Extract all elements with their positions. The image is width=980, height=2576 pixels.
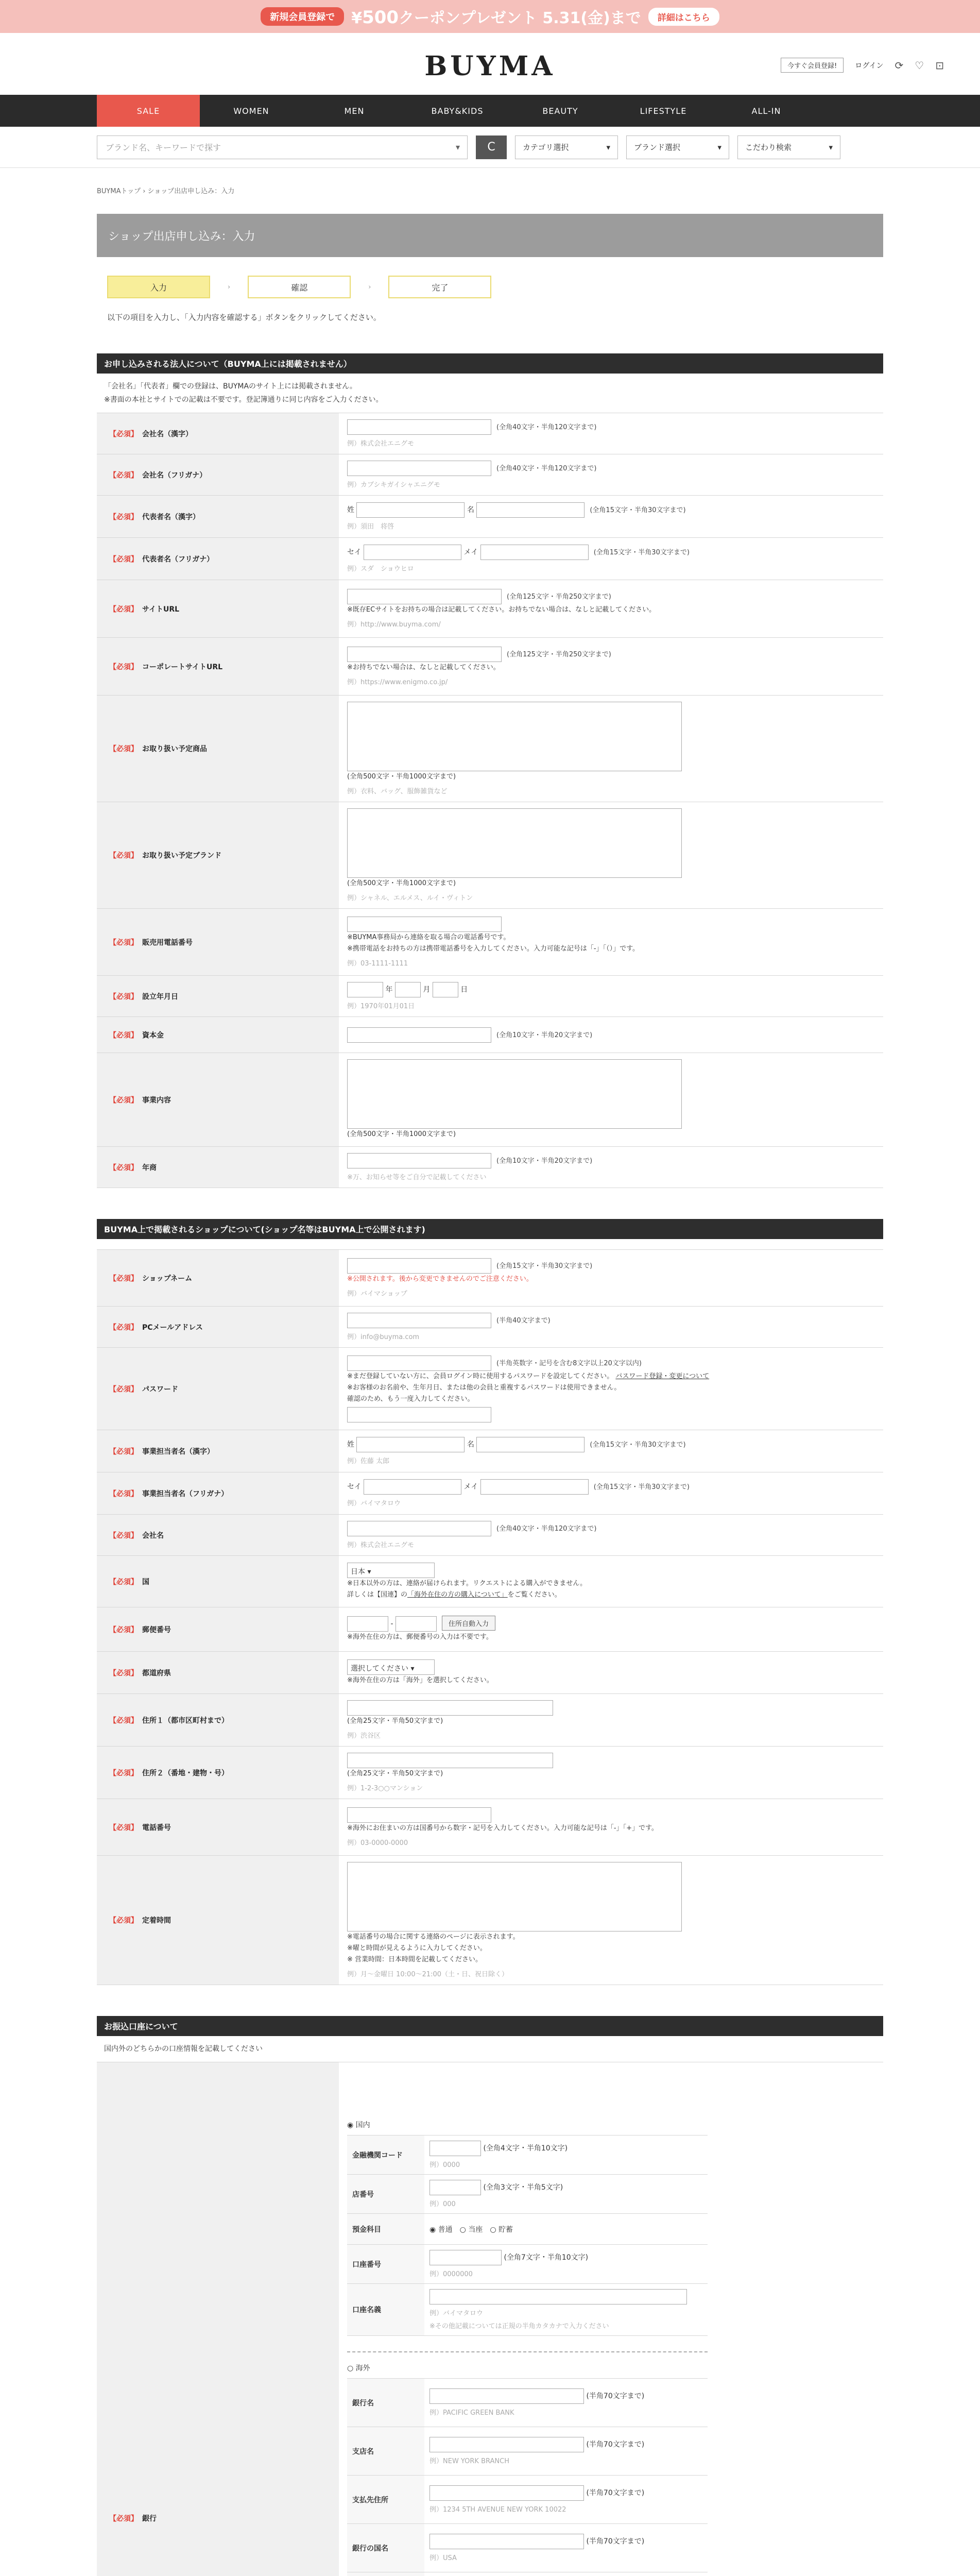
nav-lifestyle[interactable]: LIFESTYLE [640, 106, 687, 116]
rep-last-kana-input[interactable] [364, 545, 461, 560]
nav-baby-kids[interactable]: BABY&KIDS [431, 106, 484, 116]
form-row: 【必須】 コーポレートサイトURL (全角125文字・半角250文字まで) ※お持ちでない場合は、なしと記載してください。 例）https://www.enigmo.co.jp/ [97, 638, 883, 696]
hours-textarea[interactable] [347, 1862, 682, 1931]
buyma-logo[interactable]: BUYMA [424, 50, 556, 82]
nav-beauty[interactable]: BEAUTY [542, 106, 578, 116]
promo-coupon: ¥500クーポンプレゼント 5.31(金)まで [351, 7, 641, 28]
main-nav [0, 95, 980, 127]
domestic-radio[interactable]: ◉ 国内 [347, 2121, 370, 2129]
search-bar [0, 127, 980, 168]
favorite-icon[interactable]: ♡ [915, 59, 924, 72]
form-row: 【必須】 会社名 (全角40文字・半角120文字まで) 例）株式会社エニグモ [97, 1515, 883, 1556]
foreign-payee-address-input[interactable] [429, 2485, 584, 2501]
login-link[interactable]: ログイン [855, 61, 884, 70]
founded-day-input[interactable] [433, 982, 458, 997]
step-complete: 完了 [388, 276, 491, 298]
chevron-down-icon: ▾ [829, 142, 833, 152]
form-row: 【必須】 住所１（都市区町村まで） (全角25文字・半角50文字まで) 例）渋谷区 [97, 1694, 883, 1747]
products-textarea[interactable] [347, 702, 682, 771]
form-row: 【必須】 銀行 ◉ 国内 金融機関コード (全角4文字・半角10文字) 例）0000 店番号 (全角3文字・半角5文字) 例）000 預金科目 ◉ 普通 ○ 当座 ○ 貯蓄 口座番号 (全角7文字・半角10文字) 例）0000000 口座名義 例）バイマタロウ ※その他記載については正規の半角カタカナで入力ください ○ 海外 銀行名 (半角70文字まで) 例）PACIFIC GREEN BANK 支店名 (半角70文字まで) 例）NEW YORK BRANCH 支払先住所 (半角70文字まで) 例）1234 5TH AVENUE NEW YORK 10022 銀行の国名 (半角70文字まで) 例）USA [97, 2062, 883, 2576]
annual-sales-input[interactable] [347, 1153, 491, 1168]
promo-tag: 新規会員登録で [261, 7, 344, 26]
chevron-down-icon: ▾ [455, 142, 460, 152]
capital-input[interactable] [347, 1027, 491, 1043]
section-bank-intro: 国内外のどちらかの口座情報を記載してください [104, 2045, 263, 2053]
page-title: ショップ出店申し込み：入力 [97, 214, 883, 257]
rep-first-kana-input[interactable] [480, 545, 589, 560]
nav-all-in[interactable]: ALL-IN [751, 106, 781, 116]
search-input[interactable]: ブランド名、キーワードで探す ▾ [97, 135, 468, 159]
nav-women[interactable]: WOMEN [233, 106, 269, 116]
foreign-bank-input[interactable] [429, 2388, 584, 2404]
rep-last-name-input[interactable] [356, 502, 465, 518]
section-bank-title: お振込口座について [97, 2016, 883, 2036]
overseas-purchase-link[interactable]: 「海外在住の方の購入について」 [407, 1590, 508, 1599]
company-name-input[interactable] [347, 419, 491, 435]
filter-select[interactable]: こだわり検索 ▾ [737, 135, 840, 159]
shop-company-input[interactable] [347, 1521, 491, 1536]
form-row: 【必須】 電話番号 ※海外にお住まいの方は国番号から数字・記号を入力してください。入力可能な記号は「-」「+」です。 例）03-0000-0000 [97, 1799, 883, 1856]
nav-men[interactable]: MEN [344, 106, 365, 116]
form-row: 【必須】 国 日本 ▾ ※日本以外の方は、連絡が届けられます。リクエストによる購入ができません。 詳しくは【国連】の「海外在住の方の購入について」をご覧ください。 [97, 1556, 883, 1607]
promo-banner[interactable] [0, 0, 980, 33]
form-row: 【必須】 郵便番号 - 住所自動入力 ※海外在住の方は、郵便番号の入力は不要です。 [97, 1607, 883, 1652]
form-row: 【必須】 設立年月日 年 月 日 例）1970年01月01日 [97, 976, 883, 1017]
form-row: 【必須】 代表者名（フリガナ） セイ メイ (全角15文字・半角30文字まで) 例）スダ ショウヒロ [97, 538, 883, 580]
foreign-country-input[interactable] [429, 2534, 584, 2549]
section-company-title: お申し込みされる法人について（BUYMA上には掲載されません） [97, 353, 883, 374]
form-row: 【必須】 パスワード (半角英数字・記号を含む8文字以上20文字以内) ※まだ登録していない方に、会員ログイン時に使用するパスワードを設定してください。 パスワード登録・変更について ※お客様のお名前や、生年月日、または他の会員と重複するパスワードは使用できません。 確認のため、もう一度入力してください。 [97, 1348, 883, 1430]
staff-last-name-input[interactable] [356, 1437, 465, 1452]
step-input: 入力 [107, 276, 210, 298]
main-content [97, 214, 883, 2576]
account-number-input[interactable] [429, 2250, 502, 2265]
address-autofill-button[interactable]: 住所自動入力 [442, 1616, 495, 1631]
nav-sale[interactable]: SALE [97, 95, 200, 127]
shop-form [97, 1249, 883, 1985]
foreign-bank-table: 銀行名 (半角70文字まで) 例）PACIFIC GREEN BANK 支店名 (半角70文字まで) 例）NEW YORK BRANCH 支払先住所 (半角70文字まで) 例）1234 5TH AVENUE NEW YORK 10022 銀行の国名 (半角70文字まで) 例）USA [347, 2378, 708, 2576]
brand-select[interactable]: ブランド選択 ▾ [626, 135, 729, 159]
form-row: 【必須】 資本金 (全角10文字・半角20文字まで) [97, 1017, 883, 1053]
promo-details-button[interactable]: 詳細はこちら [648, 8, 719, 26]
business-textarea[interactable] [347, 1059, 682, 1129]
category-select[interactable]: カテゴリ選択 ▾ [515, 135, 618, 159]
staff-first-name-input[interactable] [476, 1437, 584, 1452]
zip1-input[interactable] [347, 1616, 388, 1632]
sales-phone-input[interactable] [347, 917, 502, 932]
founded-month-input[interactable] [395, 982, 421, 997]
address1-input[interactable] [347, 1700, 553, 1716]
intro-note: 以下の項目を入力し、「入力内容を確認する」ボタンをクリックしてください。 [107, 313, 381, 322]
rep-first-name-input[interactable] [476, 502, 584, 518]
step-indicator [97, 257, 883, 298]
deposit-type-radio[interactable]: ○ 貯蓄 [490, 2225, 513, 2234]
breadcrumb[interactable]: BUYMAトップ › ショップ出店申し込み：入力 [97, 188, 235, 195]
chevron-down-icon: ▾ [606, 142, 610, 152]
form-row: 【必須】 事業担当者名（フリガナ） セイ メイ (全角15文字・半角30文字まで) 例）バイマタロウ [97, 1472, 883, 1515]
shop-name-input[interactable] [347, 1258, 491, 1274]
section-shop-title: BUYMA上で掲載されるショップについて(ショップ名等はBUYMA上で公開されます) [97, 1219, 883, 1239]
form-row: 【必須】 定着時間 ※電話番号の場合に関する連絡のページに表示されます。 ※曜と時間が見えるように入力してください。 ※ 営業時間：日本時間を記載してください。 例）月～金曜日 10:00～21:00（土・日、祝日除く） [97, 1856, 883, 1985]
form-row: 【必須】 会社名（漢字） (全角40文字・半角120文字まで) 例）株式会社エニグモ [97, 413, 883, 454]
form-row: 【必須】 サイトURL (全角125文字・半角250文字まで) ※既存ECサイトをお持ちの場合は記載してください。お持ちでない場合は、なしと記載してください。 例）http://www.buyma.com/ [97, 580, 883, 638]
form-row: 【必須】 お取り扱い予定商品 (全角500文字・半角1000文字まで) 例）衣料、バッグ、服飾雑貨など [97, 696, 883, 802]
brands-textarea[interactable] [347, 808, 682, 878]
foreign-branch-input[interactable] [429, 2437, 584, 2452]
form-row: 【必須】 年商 (全角10文字・半角20文字まで) ※万、お知らせ等をご自分で記載してください [97, 1147, 883, 1188]
search-icon: C [487, 141, 495, 154]
signup-button[interactable]: 今すぐ会員登録! [781, 58, 844, 73]
password-confirm-input[interactable] [347, 1407, 491, 1422]
history-icon[interactable]: ⟳ [895, 59, 904, 72]
domestic-bank-table: 金融機関コード (全角4文字・半角10文字) 例）0000 店番号 (全角3文字・半角5文字) 例）000 預金科目 ◉ 普通 ○ 当座 ○ 貯蓄 口座番号 (全角7文字・半角10文字) 例）0000000 口座名義 例）バイマタロウ ※その他記載については正規の半角カタカナで入力ください [347, 2135, 708, 2336]
site-url-input[interactable] [347, 589, 502, 604]
step-arrow: › [368, 283, 371, 291]
cart-icon[interactable]: ⊡ [935, 59, 944, 72]
staff-first-kana-input[interactable] [480, 1479, 589, 1495]
founded-year-input[interactable] [347, 982, 383, 997]
form-row: 【必須】 会社名（フリガナ） (全角40文字・半角120文字まで) 例）カブシキガイシャエニグモ [97, 454, 883, 496]
form-row: 【必須】 住所２（番地・建物・号） (全角25文字・半角50文字まで) 例）1-2-3○○マンション [97, 1747, 883, 1799]
prefecture-select[interactable]: 選択してください ▾ [347, 1659, 435, 1675]
deposit-type-radio[interactable]: ◉ 普通 [429, 2225, 453, 2234]
password-help-link[interactable]: パスワード登録・変更について [615, 1372, 710, 1380]
branch-code-input[interactable] [429, 2180, 481, 2195]
section-company-intro: 「会社名」「代表者」欄での登録は、BUYMAのサイト上には掲載されません。 ※書面の本社とサイトでの記載は不要です。登記簿通りに同じ内容をご入力ください。 [104, 382, 383, 404]
account-holder-input[interactable] [429, 2289, 687, 2304]
pc-email-input[interactable] [347, 1313, 491, 1328]
address2-input[interactable] [347, 1753, 553, 1768]
corporate-url-input[interactable] [347, 647, 502, 662]
zip2-input[interactable] [396, 1616, 437, 1632]
bank-form [97, 2062, 883, 2576]
search-button[interactable] [476, 135, 507, 159]
staff-last-kana-input[interactable] [364, 1479, 461, 1495]
form-row: 【必須】 お取り扱い予定ブランド (全角500文字・半角1000文字まで) 例）シャネル、エルメス、ルイ・ヴィトン [97, 802, 883, 909]
deposit-type-radio[interactable]: ○ 当座 [459, 2225, 483, 2234]
form-row: 【必須】 事業担当者名（漢字） 姓 名 (全角15文字・半角30文字まで) 例）佐藤 太郎 [97, 1430, 883, 1472]
password-input[interactable] [347, 1355, 491, 1371]
country-select[interactable]: 日本 ▾ [347, 1563, 435, 1578]
form-row: 【必須】 PCメールアドレス (半角40文字まで) 例）info@buyma.com [97, 1307, 883, 1348]
company-form [97, 413, 883, 1188]
site-header [0, 33, 980, 95]
form-row: 【必須】 代表者名（漢字） 姓 名 (全角15文字・半角30文字まで) 例）須田 将啓 [97, 496, 883, 538]
chevron-down-icon: ▾ [717, 142, 721, 152]
bank-code-input[interactable] [429, 2141, 481, 2156]
foreign-radio[interactable]: ○ 海外 [347, 2364, 370, 2372]
step-confirm: 確認 [248, 276, 351, 298]
form-row: 【必須】 事業内容 (全角500文字・半角1000文字まで) [97, 1053, 883, 1147]
form-row: 【必須】 販売用電話番号 ※BUYMA事務局から連絡を取る場合の電話番号です。 ※携帯電話をお持ちの方は携帯電話番号を入力してください。入力可能な記号は「-」「（）」です。 例）03-1111-1111 [97, 909, 883, 976]
company-kana-input[interactable] [347, 461, 491, 476]
form-row: 【必須】 都道府県 選択してください ▾ ※海外在住の方は「海外」を選択してください。 [97, 1652, 883, 1694]
form-row: 【必須】 ショップネーム (全角15文字・半角30文字まで) ※公開されます。後から変更できませんのでご注意ください。 例）バイマショップ [97, 1250, 883, 1307]
phone-input[interactable] [347, 1807, 491, 1823]
step-arrow: › [228, 283, 231, 291]
